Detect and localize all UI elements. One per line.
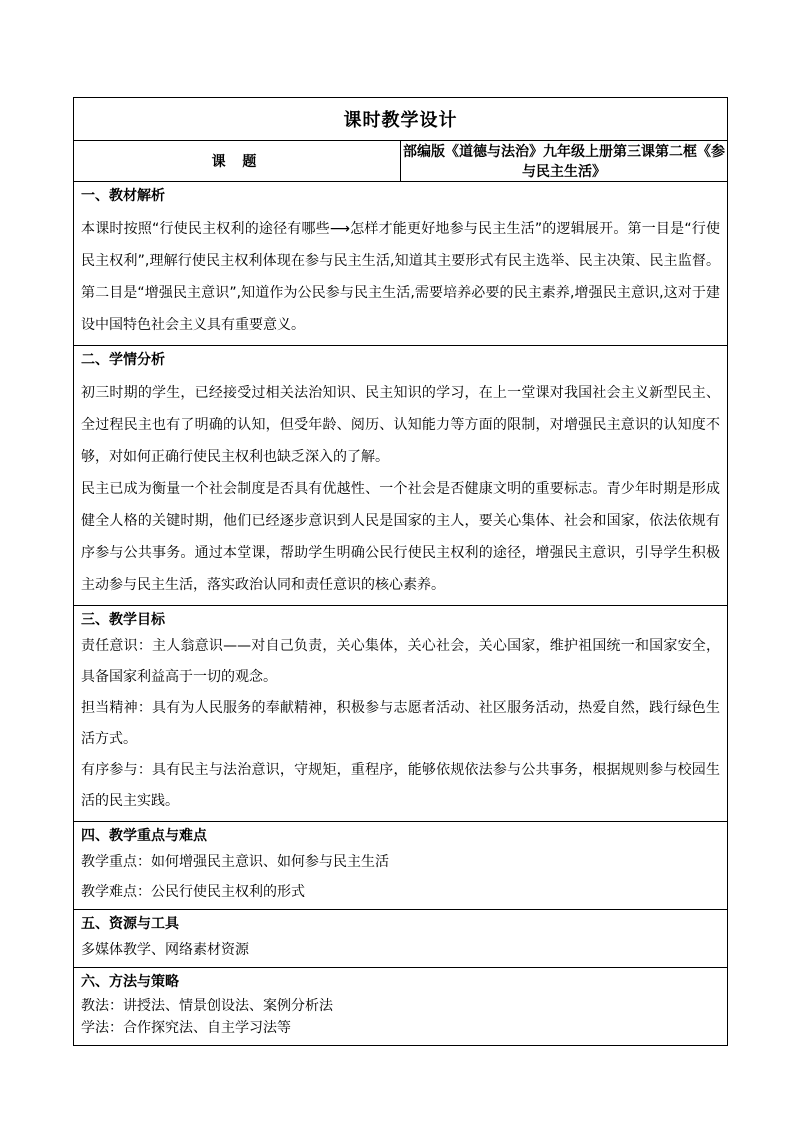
section-paragraph: 有序参与：具有民主与法治意识，守规矩，重程序，能够依规依法参与公共事务，根据规则参与校园生活的民主实践。	[81, 762, 720, 809]
section-methods	[74, 968, 728, 1046]
section-paragraph: 本课时按照“行使民主权利的途径有哪些⟶怎样才能更好地参与民主生活”的逻辑展开。第一目是“行使民主权利”,理解行使民主权利体现在参与民主生活,知道其主要形式有民主选举、民主决策、民主监督。第二目是“增强民主意识”,知道作为公民参与民主生活,需要培养必要的民主素养,增强民主意识,这对于建设中国特色社会主义具有重要意义。	[81, 221, 720, 333]
section-line: 教学难点：公民行使民主权利的形式	[81, 884, 305, 900]
section-line: 教学重点：如何增强民主意识、如何参与民主生活	[81, 854, 389, 870]
section-textbook-analysis	[74, 182, 728, 346]
section-line: 学法：合作探究法、自主学习法等	[81, 1020, 291, 1036]
topic-label: 课 题	[74, 141, 401, 182]
lesson-design-table	[73, 97, 728, 1046]
section-heading: 三、教学目标	[81, 612, 165, 628]
section-paragraph: 担当精神：具有为人民服务的奉献精神，积极参与志愿者活动、社区服务活动，热爱自然，践行绿色生活方式。	[81, 700, 720, 747]
section-heading: 一、教材解析	[81, 188, 165, 204]
section-resources	[74, 910, 728, 968]
section-heading: 二、学情分析	[81, 352, 165, 368]
section-paragraph: 初三时期的学生，已经接受过相关法治知识、民主知识的学习，在上一堂课对我国社会主义新型民主、全过程民主也有了明确的认知，但受年龄、阅历、认知能力等方面的限制，对增强民主意识的认知度不够，对如何正确行使民主权利也缺乏深入的了解。	[81, 385, 720, 465]
lesson-design-page	[73, 97, 728, 1046]
section-heading: 六、方法与策略	[81, 974, 179, 990]
section-key-points	[74, 822, 728, 910]
document-title: 课时教学设计	[74, 98, 728, 141]
section-learner-analysis	[74, 346, 728, 606]
section-line: 多媒体教学、网络素材资源	[81, 942, 249, 958]
section-paragraph: 责任意识：主人翁意识——对自己负责，关心集体，关心社会，关心国家，维护祖国统一和国家安全，具备国家利益高于一切的观念。	[81, 638, 720, 685]
section-heading: 四、教学重点与难点	[81, 828, 207, 844]
section-heading: 五、资源与工具	[81, 916, 179, 932]
section-teaching-objectives	[74, 606, 728, 822]
section-paragraph: 民主已成为衡量一个社会制度是否具有优越性、一个社会是否健康文明的重要标志。青少年时期是形成健全人格的关键时期，他们已经逐步意识到人民是国家的主人，要关心集体、社会和国家，依法依规有序参与公共事务。通过本堂课，帮助学生明确公民行使民主权利的途径，增强民主意识，引导学生积极主动参与民主生活，落实政治认同和责任意识的核心素养。	[81, 481, 720, 593]
topic-value: 部编版《道德与法治》九年级上册第三课第二框《参与民主生活》	[401, 141, 728, 182]
section-line: 教法：讲授法、情景创设法、案例分析法	[81, 998, 333, 1014]
